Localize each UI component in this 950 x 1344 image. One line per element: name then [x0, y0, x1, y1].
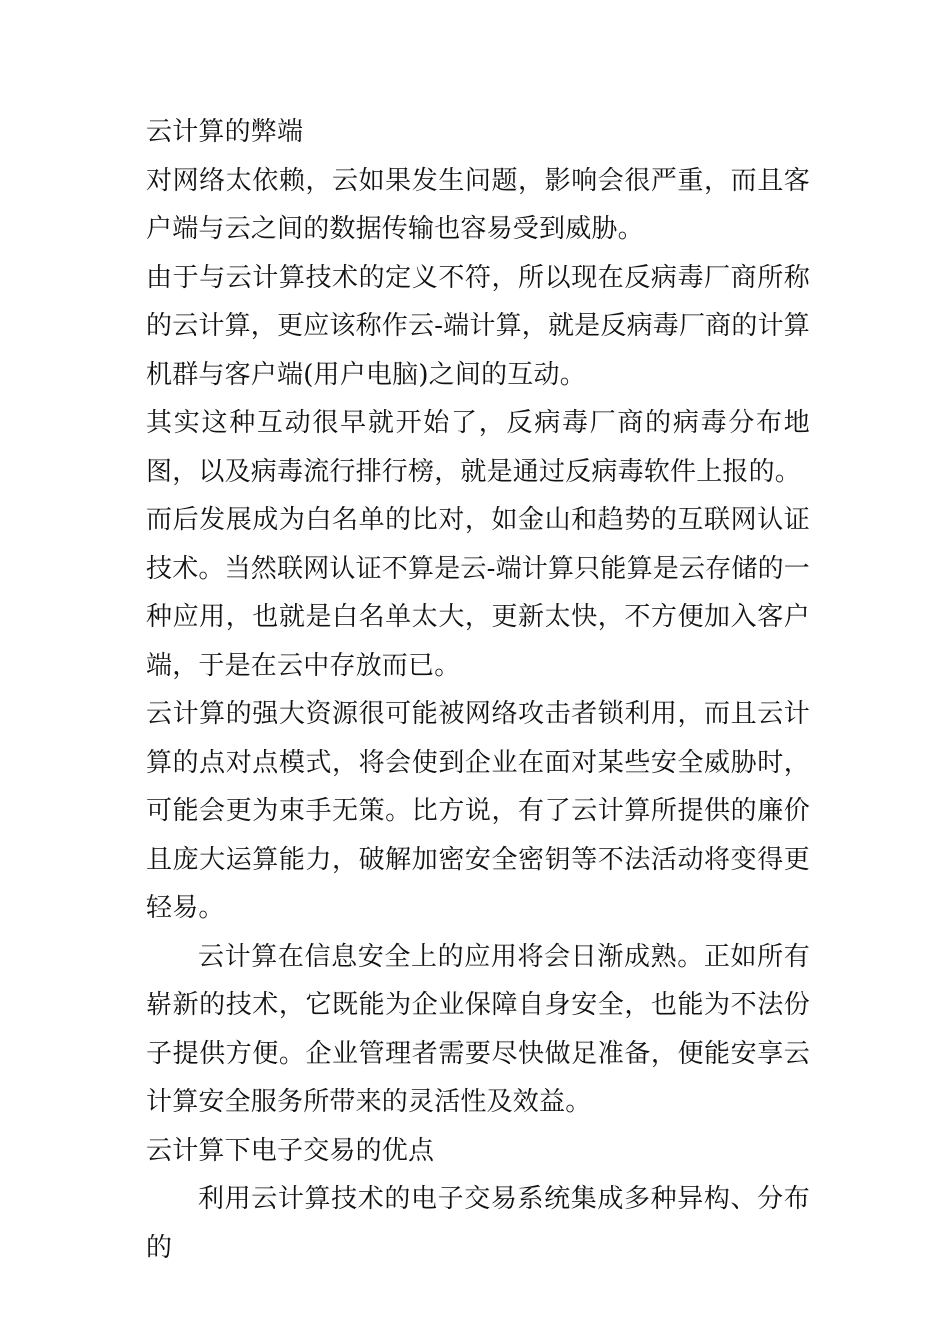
- paragraph-early-interaction: 其实这种互动很早就开始了，反病毒厂商的病毒分布地图，以及病毒流行排行榜，就是通过反病毒软件上报的。: [146, 408, 810, 487]
- paragraph-maturity: 云计算在信息安全上的应用将会日渐成熟。正如所有崭新的技术，它既能为企业保障自身安全，也能为不法份子提供方便。企业管理者需要尽快做足准备，便能安享云计算安全服务所带来的灵活性及效益。: [146, 941, 810, 1117]
- paragraph-cloud-client-computing: 由于与云计算技术的定义不符，所以现在反病毒厂商所称的云计算，更应该称作云-端计算，就是反病毒厂商的计算机群与客户端(用户电脑)之间的互动。: [146, 262, 810, 390]
- paragraph-e-commerce-system: 利用云计算技术的电子交易系统集成多种异构、分布的: [146, 1184, 810, 1263]
- paragraph-network-dependence: 对网络太依赖，云如果发生问题，影响会很严重，而且客户端与云之间的数据传输也容易受到威胁。: [146, 165, 810, 244]
- document-page: [146, 108, 810, 1272]
- paragraph-attack-risk: 云计算的强大资源很可能被网络攻击者锁利用，而且云计算的点对点模式，将会使到企业在面对某些安全威胁时，可能会更为束手无策。比方说，有了云计算所提供的廉价且庞大运算能力，破解加密安全密钥等不法活动将变得更轻易。: [146, 699, 810, 923]
- section-heading-e-commerce: 云计算下电子交易的优点: [146, 1135, 435, 1166]
- paragraph-whitelist: 而后发展成为白名单的比对，如金山和趋势的互联网认证技术。当然联网认证不算是云-端计算只能算是云存储的一种应用，也就是白名单太大，更新太快，不方便加入客户端，于是在云中存放而已。: [146, 505, 810, 681]
- section-heading-drawbacks: 云计算的弊端: [146, 117, 304, 147]
